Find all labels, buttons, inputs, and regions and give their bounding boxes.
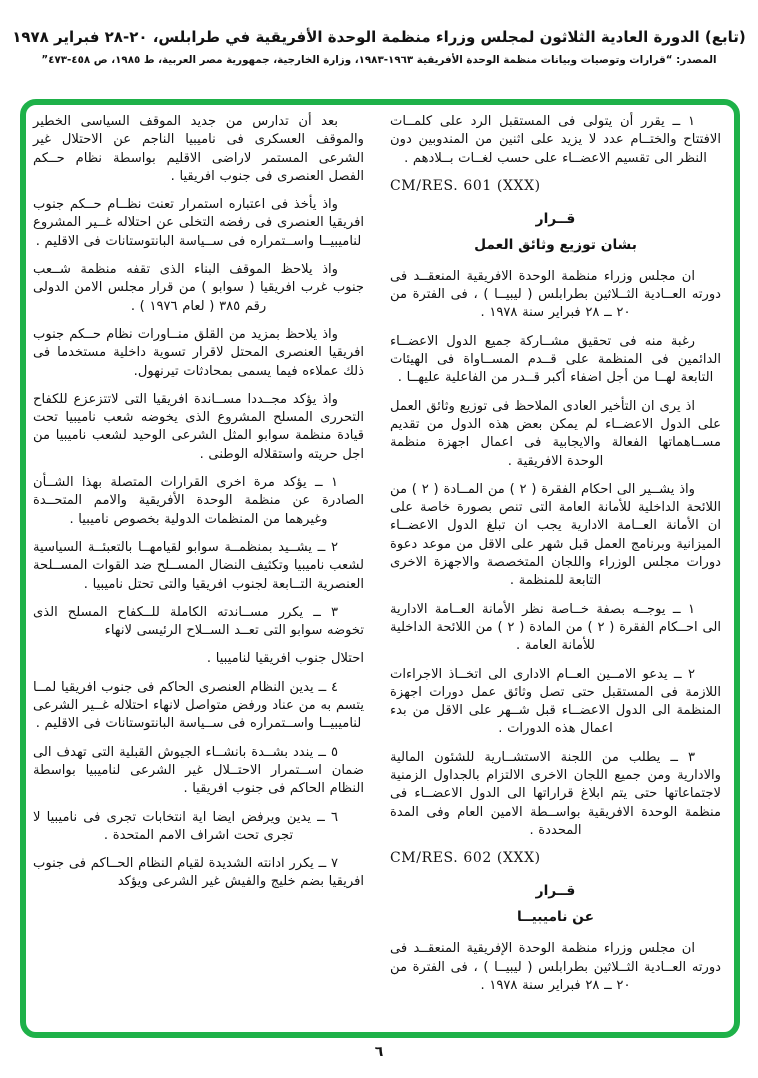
paragraph: واذ يلاحظ بمزيد من القلق منــاورات نظام حــكم جنوب افريقيا العنصرى المحتل لاقرار تسوية داخلية مستخدما فى ذلك عملاءه فيما يسمى بمحادثات تيرنهول. <box>33 326 364 379</box>
paragraph: ٢ ــ يشــيد بمنظمــة سوابو لقيامهــا بالتعبئــة السياسية لشعب ناميبيا وتكثيف النضال المســلح ضد القوات المســلحة العنصرية التــابعة لجنوب افريقيا والتى تحتل ناميبيا . <box>33 539 364 592</box>
paragraph: ان مجلس وزراء منظمة الوحدة الافريقية المنعقــد فى دورته العــادية الثــلاثين بطرابلس ( ليبيــا ) ، فى الفترة من ٢٠ ــ ٢٨ فبراير سنة ١٩٧٨ . <box>390 268 721 321</box>
paragraph: ان مجلس وزراء منظمة الوحدة الإفريقية المنعقــد فى دورته العــادية الثــلاثين بطرابلس ( ليبيــا ) ، فى الفترة من ٢٠ ــ ٢٨ فبراير سنة ١٩٧٨ . <box>390 941 721 993</box>
paragraph: واذ يأخذ فى اعتباره استمرار تعنت نظــام حــكم جنوب افريقيا العنصرى فى رفضه التخلى عن احتلاله غــير المشروع لناميبيــا واســتمراره فى ســياسة البانتوستانات فى الاقليم . <box>33 197 364 249</box>
source-line: المصدر: “قرارات وتوصيات وبيانات منظمة الوحدة الأفريقية ١٩٦٣-١٩٨٣، وزارة الخارجية، جمهورية مصر العربية، ط ١٩٨٥، ص ٤٥٨-٤٧٣” <box>41 54 717 66</box>
paragraph: ٣ ــ يطلب من اللجنة الاستشــارية للشئون المالية والادارية ومن جميع اللجان الاخرى الالتزام بالجداول الزمنية لاجتماعاتها حتى يتم ابلاغ قراراتها الى الدول الاعضــاء فى منظمة الوحدة الافريقية بواســطة الامين العام وفى المدة المحددة . <box>390 749 721 838</box>
text-columns <box>33 113 721 1005</box>
resolution-code: CM/RES. 601 (XXX) <box>390 177 541 194</box>
paragraph: رغبة منه فى تحقيق مشــاركة جميع الدول الاعضــاء الدائمين فى المنظمة على قــدم المســاواة فى الهيئات التابعة لهــا من أجل اضفاء أكبر قــدر من الفاعلية عليهــا . <box>390 333 721 386</box>
resolution-code: CM/RES. 602 (XXX) <box>390 850 541 867</box>
paragraph: ١ ــ يؤكد مرة اخرى القرارات المتصلة بهذا الشــأن الصادرة عن منظمة الوحدة الأفريقية والامم المتحــدة وغيرهما من المنظمات الدولية بخصوص ناميبيا . <box>33 475 364 527</box>
resolution-heading <box>390 878 721 930</box>
resolution-heading-line: عن ناميبيــا <box>516 909 595 926</box>
paragraph: ٧ ــ يكرر ادانته الشديدة لقيام النظام الحــاكم فى جنوب افريقيا بضم خليج والفيش غير الشرعى ويؤكد <box>33 856 364 890</box>
paragraph: واذ يؤكد مجــددا مســاندة افريقيا التى لاتتزعزع للكفاح التحررى المسلح المشروع الذى يخوضه شعب ناميبيا تحت قيادة منظمة سوابو المثل الشرعى الوحيد لشعب ناميبيا من اجل حريته واستقلاله الوطنى . <box>33 391 364 462</box>
paragraph: واذ يلاحظ الموقف البناء الذى تقفه منظمة شــعب جنوب غرب افريقيا ( سوابو ) من قرار مجلس الامن الدولى رقم ٣٨٥ ( لعام ١٩٧٦ ) . <box>33 262 364 314</box>
paragraph: اذ يرى ان التأخير العادى الملاحظ فى توزيع وثائق العمل على الدول الاعضــاء لم يمكن بعض هذه الدول من تقديم مســاهماتها الفعالة والايجابية فى اعمال اجهزة منظمة الوحدة الافريقية . <box>390 398 721 469</box>
paragraph: واذ يشــير الى احكام الفقرة ( ٢ ) من المــادة ( ٢ ) من اللائحة الداخلية للأمانة العامة التى تنص بصورة خاصة على ان الأمانة العــامة الادارية يجب ان تبلغ الدول الاعضــاء الميزانية وبرنامج العمل قبل شهر على الاقل من موعد دعوة دورات مجلس الوزراء واللجان المتخصصة والاجهزة الاخرى التابعة للمنظمة . <box>390 481 721 589</box>
paragraph: ٢ ــ يدعو الامــين العــام الادارى الى اتخــاذ الاجراءات اللازمة فى المستقبل حتى تصل وثائق عمل دورات اجهزة المنظمة الى الدول الاعضــاء قبل شــهر على الاقل من بدء اعمال هذه الدورات . <box>390 666 721 737</box>
paragraph: ٣ ــ يكرر مســاندته الكاملة للــكفاح المسلح الذى تخوضه سوابو التى تعــد الســلاح الرئيسى لانهاء <box>33 604 364 639</box>
paragraph: ٤ ــ يدين النظام العنصرى الحاكم فى جنوب افريقيا لمــا يتسم به من عناد ورفض متواصل لانهاء احتلاله غــير الشرعى لناميبيــا واســتمراره فى ســياسة البانتوستانات فى الاقليم . <box>33 679 364 732</box>
paragraph: ١ ــ يقرر أن يتولى فى المستقبل الرد على كلمــات الافتتاح والختــام عدد لا يزيد على اثنين من المندوبين دون النظر الى تقسيم الاعضــاء على حسب لغــات بــلادهم . <box>390 114 721 166</box>
paragraph: بعد أن تدارس من جديد الموقف السياسى الخطير والموقف العسكرى فى ناميبيا الناجم عن الاحتلال غير الشرعى المستمر لاراضى الاقليم بواسطة نظام حــكم الفصل العنصرى فى جنوب افريقيا . <box>33 114 364 184</box>
page-header <box>0 28 758 66</box>
resolution-heading-line: بشان توزيع وثائق العمل <box>474 236 637 253</box>
paragraph: ٦ ــ يدين ويرفض ايضا اية انتخابات تجرى فى ناميبيا لا تجرى تحت اشراف الامم المتحدة . <box>33 809 338 843</box>
resolution-heading-line: قــرار <box>535 883 576 900</box>
page-number: ٦ <box>374 1044 384 1060</box>
column-right <box>390 113 721 1005</box>
paragraph: ٥ ــ يندد بشــدة بانشــاء الجيوش القبلية التى تهدف الى ضمان اســتمرار الاحتــلال غير الشرعى لناميبيا بواسطة النظام الحاكم فى جنوب افريقيا . <box>33 744 364 797</box>
page-title: (تابع) الدورة العادية الثلاثون لمجلس وزراء منظمة الوحدة الأفريقية في طرابلس، ٢٠-٢٨ فبراير ١٩٧٨ <box>12 28 746 46</box>
paragraph: ١ ــ يوجــه بصفة خــاصة نظر الأمانة العــامة الادارية الى احــكام الفقرة ( ٢ ) من المادة ( ٢ ) من اللائحة الداخلية للأمانة العامة . <box>390 601 721 654</box>
column-left <box>33 113 364 1005</box>
resolution-heading-line: قــرار <box>535 210 576 227</box>
paragraph: احتلال جنوب افريقيا لناميبيا . <box>206 651 364 667</box>
resolution-heading <box>390 206 721 258</box>
